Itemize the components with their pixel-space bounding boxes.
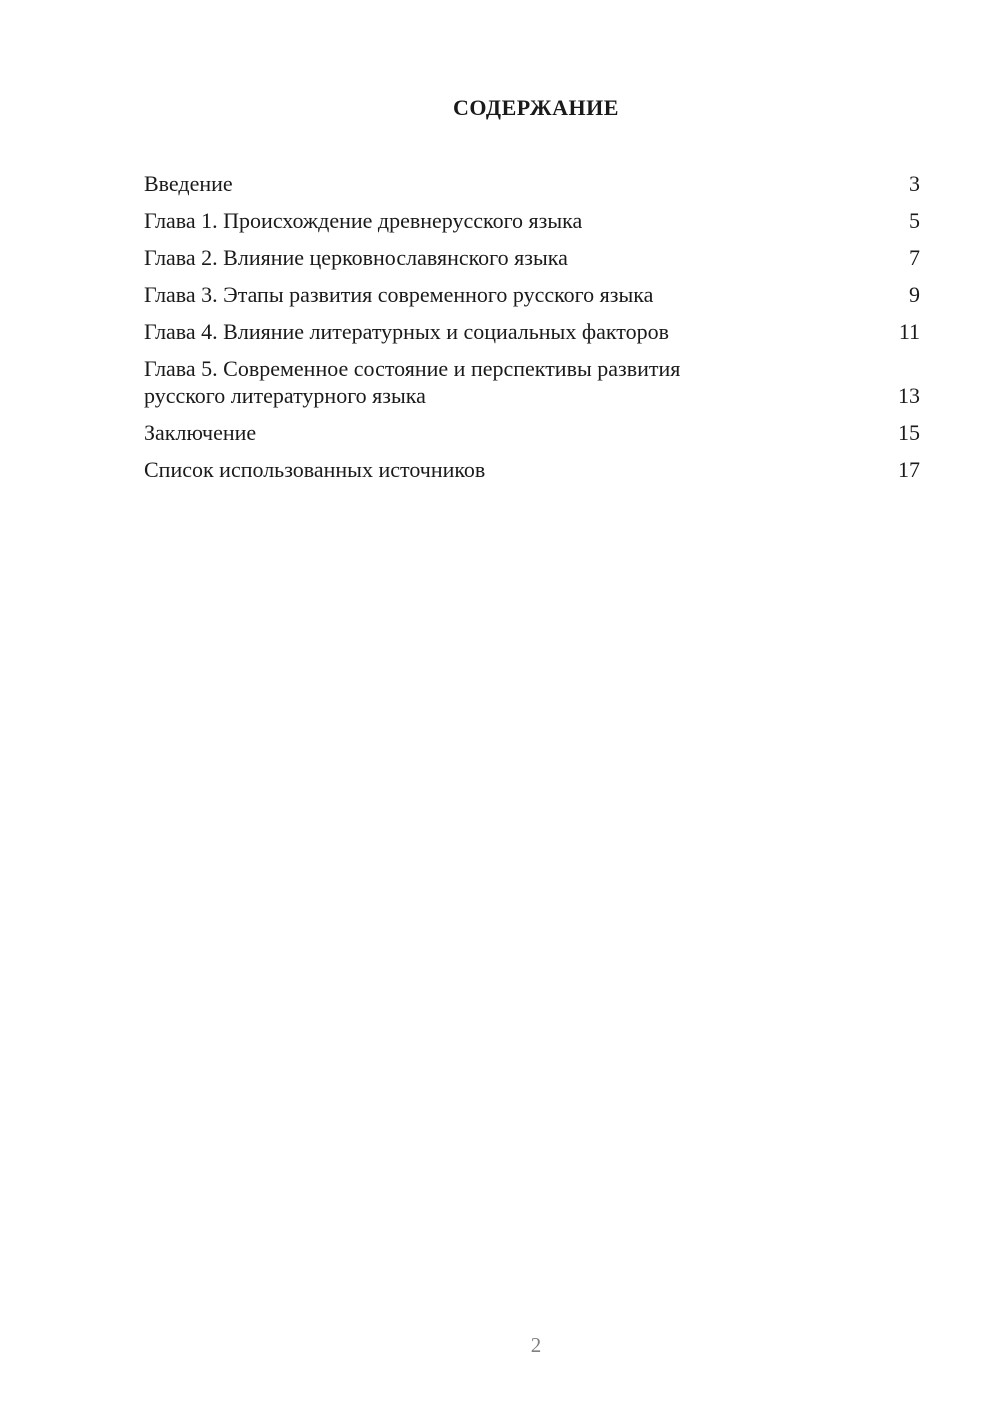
toc-entry-page: 17: [898, 457, 920, 482]
toc-entry-page: 13: [898, 383, 920, 408]
toc-entry-label: Заключение: [144, 420, 257, 445]
toc-entry-references[interactable]: [144, 456, 920, 483]
toc-entry-chapter-1[interactable]: [144, 207, 920, 234]
page-number: 2: [530, 1333, 542, 1357]
toc-entry-chapter-4[interactable]: [144, 318, 920, 345]
toc-entry-page: 11: [898, 319, 920, 344]
toc-entry-conclusion[interactable]: [144, 419, 920, 446]
toc-entry-chapter-2[interactable]: [144, 244, 920, 271]
toc-entry-page: 3: [909, 171, 920, 196]
toc-entry-page: 7: [909, 245, 920, 270]
toc-entry-label: Глава 3. Этапы развития современного русского языка: [144, 282, 654, 307]
toc-entry-page: 5: [909, 208, 920, 233]
page-title: СОДЕРЖАНИЕ: [453, 95, 619, 120]
toc-entry-label: Глава 5. Современное состояние и перспективы развития русского литературного языка: [144, 356, 681, 408]
toc-entry-label: Введение: [144, 171, 233, 196]
toc-entry-label: Глава 2. Влияние церковнославянского языка: [144, 245, 568, 270]
toc-entry-page: 9: [909, 282, 920, 307]
toc-entry-label: Глава 4. Влияние литературных и социальных факторов: [144, 319, 669, 344]
toc-entry-chapter-5[interactable]: [144, 355, 920, 409]
toc-entry-introduction[interactable]: [144, 170, 920, 197]
toc-entry-chapter-3[interactable]: [144, 281, 920, 308]
toc-entry-label: Список использованных источников: [144, 457, 486, 482]
table-of-contents: [144, 170, 920, 493]
toc-entry-label: Глава 1. Происхождение древнерусского языка: [144, 208, 583, 233]
toc-entry-page: 15: [898, 420, 920, 445]
